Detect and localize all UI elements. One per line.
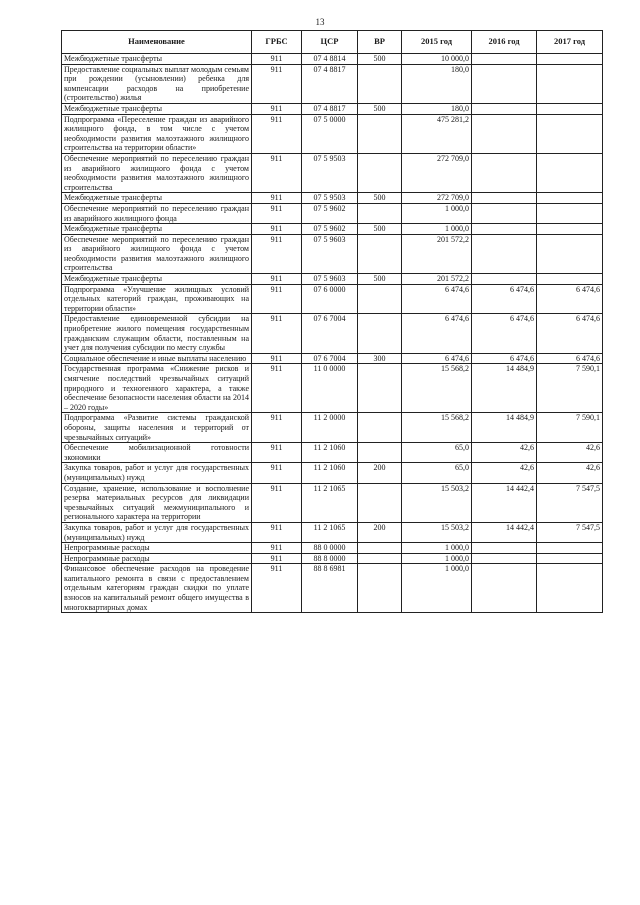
cell-y2017: 6 474,6 — [537, 284, 603, 314]
cell-vr — [358, 483, 402, 522]
table-row — [62, 274, 603, 285]
cell-y2016 — [472, 553, 537, 564]
cell-csr: 07 4 8817 — [302, 103, 358, 114]
cell-grbs: 911 — [252, 153, 302, 192]
cell-name: Подпрограмма «Улучшение жилищных условий отдельных категорий граждан, проживающих на территории области» — [62, 284, 252, 314]
cell-csr: 11 2 0000 — [302, 413, 358, 443]
cell-vr — [358, 364, 402, 413]
cell-y2015: 1 000,0 — [402, 564, 472, 613]
cell-y2017: 7 590,1 — [537, 364, 603, 413]
cell-name: Государственная программа «Снижение рисков и смягчение последствий чрезвычайных ситуаций природного и техногенного характера, а также обеспечение безопасности населения области на 2014 – 2020 годы» — [62, 364, 252, 413]
cell-vr: 500 — [358, 224, 402, 235]
cell-y2015: 65,0 — [402, 443, 472, 463]
cell-vr — [358, 153, 402, 192]
cell-vr: 500 — [358, 103, 402, 114]
cell-y2015: 1 000,0 — [402, 543, 472, 554]
cell-y2016: 42,6 — [472, 443, 537, 463]
cell-vr: 200 — [358, 463, 402, 483]
cell-name: Обеспечение мероприятий по переселению граждан из аварийного жилищного фонда с учетом необходимости развития малоэтажного жилищного строительства — [62, 153, 252, 192]
cell-y2016: 14 484,9 — [472, 364, 537, 413]
cell-y2017 — [537, 224, 603, 235]
cell-y2016 — [472, 274, 537, 285]
table-row — [62, 193, 603, 204]
cell-name: Социальное обеспечение и иные выплаты населению — [62, 353, 252, 364]
cell-vr — [358, 413, 402, 443]
cell-name: Обеспечение мероприятий по переселению граждан из аварийного жилищного фонда — [62, 203, 252, 223]
cell-name: Подпрограмма «Развитие системы гражданской обороны, защиты населения и территорий от чрезвычайных ситуаций» — [62, 413, 252, 443]
cell-y2017: 42,6 — [537, 463, 603, 483]
header-row — [62, 31, 603, 54]
header-2016: 2016 год — [472, 31, 537, 54]
cell-csr: 88 8 0000 — [302, 553, 358, 564]
cell-y2016: 14 442,4 — [472, 522, 537, 542]
header-2015: 2015 год — [402, 31, 472, 54]
cell-csr: 07 5 9603 — [302, 274, 358, 285]
cell-y2017 — [537, 274, 603, 285]
cell-y2015: 65,0 — [402, 463, 472, 483]
cell-grbs: 911 — [252, 564, 302, 613]
cell-grbs: 911 — [252, 314, 302, 353]
budget-table — [61, 30, 603, 613]
cell-grbs: 911 — [252, 443, 302, 463]
header-name: Наименование — [62, 31, 252, 54]
cell-csr: 07 5 9602 — [302, 224, 358, 235]
cell-y2015: 272 709,0 — [402, 193, 472, 204]
cell-csr: 07 5 9503 — [302, 193, 358, 204]
cell-y2017 — [537, 64, 603, 103]
cell-name: Межбюджетные трансферты — [62, 193, 252, 204]
cell-y2016 — [472, 543, 537, 554]
table-row — [62, 463, 603, 483]
cell-y2016 — [472, 64, 537, 103]
cell-y2016 — [472, 203, 537, 223]
cell-y2017 — [537, 543, 603, 554]
cell-grbs: 911 — [252, 54, 302, 65]
cell-grbs: 911 — [252, 284, 302, 314]
table-row — [62, 224, 603, 235]
table-row — [62, 443, 603, 463]
cell-csr: 07 5 9503 — [302, 153, 358, 192]
cell-y2016 — [472, 224, 537, 235]
cell-name: Обеспечение мероприятий по переселению граждан из аварийного жилищного фонда с учетом необходимости развития малоэтажного жилищного строительства — [62, 234, 252, 273]
cell-y2017 — [537, 54, 603, 65]
cell-y2015: 201 572,2 — [402, 274, 472, 285]
header-vr: ВР — [358, 31, 402, 54]
cell-y2017 — [537, 203, 603, 223]
table-row — [62, 564, 603, 613]
cell-vr — [358, 443, 402, 463]
cell-name: Непрограммные расходы — [62, 543, 252, 554]
cell-csr: 11 2 1060 — [302, 443, 358, 463]
cell-grbs: 911 — [252, 553, 302, 564]
cell-y2015: 1 000,0 — [402, 224, 472, 235]
cell-y2017 — [537, 193, 603, 204]
cell-grbs: 911 — [252, 114, 302, 153]
cell-y2016: 42,6 — [472, 463, 537, 483]
table-row — [62, 114, 603, 153]
cell-grbs: 911 — [252, 483, 302, 522]
cell-csr: 07 5 9603 — [302, 234, 358, 273]
cell-vr — [358, 553, 402, 564]
cell-y2017: 6 474,6 — [537, 314, 603, 353]
cell-y2016 — [472, 234, 537, 273]
cell-y2015: 1 000,0 — [402, 553, 472, 564]
cell-grbs: 911 — [252, 364, 302, 413]
cell-name: Межбюджетные трансферты — [62, 103, 252, 114]
cell-grbs: 911 — [252, 463, 302, 483]
table-row — [62, 284, 603, 314]
cell-csr: 11 0 0000 — [302, 364, 358, 413]
cell-csr: 07 6 7004 — [302, 353, 358, 364]
cell-y2016: 6 474,6 — [472, 353, 537, 364]
header-2017: 2017 год — [537, 31, 603, 54]
cell-y2016: 14 442,4 — [472, 483, 537, 522]
cell-vr — [358, 234, 402, 273]
cell-csr: 11 2 1065 — [302, 522, 358, 542]
cell-y2015: 15 568,2 — [402, 413, 472, 443]
cell-csr: 07 5 9602 — [302, 203, 358, 223]
cell-name: Финансовое обеспечение расходов на проведение капитального ремонта в связи с предоставлением отдельным категориям граждан скидки по уплате взносов на капитальный ремонт общего имущества в многоквартирных домах — [62, 564, 252, 613]
table-row — [62, 353, 603, 364]
cell-csr: 07 4 8814 — [302, 54, 358, 65]
cell-csr: 88 0 0000 — [302, 543, 358, 554]
cell-grbs: 911 — [252, 543, 302, 554]
cell-y2017: 7 547,5 — [537, 522, 603, 542]
cell-vr — [358, 114, 402, 153]
cell-y2015: 6 474,6 — [402, 314, 472, 353]
cell-y2015: 10 000,0 — [402, 54, 472, 65]
cell-vr: 500 — [358, 274, 402, 285]
cell-y2016: 14 484,9 — [472, 413, 537, 443]
cell-name: Создание, хранение, использование и восполнение резерва материальных ресурсов для ликвидации чрезвычайных ситуаций межмуниципального и регионального характера на территории — [62, 483, 252, 522]
table-row — [62, 54, 603, 65]
cell-y2016 — [472, 103, 537, 114]
cell-grbs: 911 — [252, 522, 302, 542]
cell-name: Подпрограмма «Переселение граждан из аварийного жилищного фонда, в том числе с учетом необходимости развития малоэтажного жилищного строительства на территории области» — [62, 114, 252, 153]
cell-vr — [358, 284, 402, 314]
table-row — [62, 543, 603, 554]
table-row — [62, 483, 603, 522]
page-number: 13 — [315, 17, 325, 27]
cell-name: Межбюджетные трансферты — [62, 54, 252, 65]
table-row — [62, 364, 603, 413]
cell-csr: 07 6 7004 — [302, 314, 358, 353]
cell-csr: 07 6 0000 — [302, 284, 358, 314]
cell-name: Предоставление единовременной субсидии на приобретение жилого помещения государственным гражданским служащим области, поставленным на учет для получения субсидии по месту службы — [62, 314, 252, 353]
cell-y2016 — [472, 114, 537, 153]
cell-y2016 — [472, 153, 537, 192]
cell-csr: 07 4 8817 — [302, 64, 358, 103]
cell-grbs: 911 — [252, 234, 302, 273]
cell-y2017 — [537, 564, 603, 613]
table-row — [62, 314, 603, 353]
table-row — [62, 103, 603, 114]
cell-y2017 — [537, 153, 603, 192]
table-row — [62, 153, 603, 192]
cell-name: Межбюджетные трансферты — [62, 224, 252, 235]
cell-y2015: 15 503,2 — [402, 483, 472, 522]
cell-y2015: 15 503,2 — [402, 522, 472, 542]
cell-y2015: 6 474,6 — [402, 284, 472, 314]
cell-y2017: 7 547,5 — [537, 483, 603, 522]
cell-y2017: 42,6 — [537, 443, 603, 463]
cell-y2016 — [472, 564, 537, 613]
cell-y2015: 6 474,6 — [402, 353, 472, 364]
cell-csr: 11 2 1060 — [302, 463, 358, 483]
cell-csr: 88 8 6981 — [302, 564, 358, 613]
cell-y2017: 7 590,1 — [537, 413, 603, 443]
cell-y2015: 180,0 — [402, 64, 472, 103]
cell-y2015: 15 568,2 — [402, 364, 472, 413]
cell-y2015: 475 281,2 — [402, 114, 472, 153]
cell-grbs: 911 — [252, 193, 302, 204]
cell-y2016: 6 474,6 — [472, 314, 537, 353]
cell-y2017 — [537, 103, 603, 114]
cell-y2015: 272 709,0 — [402, 153, 472, 192]
cell-name: Закупка товаров, работ и услуг для государственных (муниципальных) нужд — [62, 463, 252, 483]
cell-vr — [358, 564, 402, 613]
cell-grbs: 911 — [252, 224, 302, 235]
cell-y2017 — [537, 234, 603, 273]
cell-vr: 500 — [358, 193, 402, 204]
table-row — [62, 203, 603, 223]
cell-y2017: 6 474,6 — [537, 353, 603, 364]
cell-vr — [358, 314, 402, 353]
cell-name: Межбюджетные трансферты — [62, 274, 252, 285]
cell-vr: 500 — [358, 54, 402, 65]
cell-csr: 07 5 0000 — [302, 114, 358, 153]
cell-csr: 11 2 1065 — [302, 483, 358, 522]
cell-vr: 300 — [358, 353, 402, 364]
cell-vr — [358, 64, 402, 103]
cell-grbs: 911 — [252, 64, 302, 103]
cell-vr — [358, 203, 402, 223]
cell-grbs: 911 — [252, 203, 302, 223]
cell-grbs: 911 — [252, 103, 302, 114]
cell-y2016 — [472, 193, 537, 204]
cell-vr: 200 — [358, 522, 402, 542]
cell-y2015: 1 000,0 — [402, 203, 472, 223]
cell-name: Предоставление социальных выплат молодым семьям при рождении (усыновлении) ребенка для компенсации расходов на приобретение (строительство) жилья — [62, 64, 252, 103]
cell-y2017 — [537, 114, 603, 153]
cell-y2015: 180,0 — [402, 103, 472, 114]
cell-grbs: 911 — [252, 353, 302, 364]
cell-y2017 — [537, 553, 603, 564]
table-row — [62, 413, 603, 443]
header-csr: ЦСР — [302, 31, 358, 54]
cell-grbs: 911 — [252, 274, 302, 285]
cell-y2015: 201 572,2 — [402, 234, 472, 273]
cell-grbs: 911 — [252, 413, 302, 443]
header-grbs: ГРБС — [252, 31, 302, 54]
table-row — [62, 234, 603, 273]
cell-name: Закупка товаров, работ и услуг для государственных (муниципальных) нужд — [62, 522, 252, 542]
cell-name: Обеспечение мобилизационной готовности экономики — [62, 443, 252, 463]
cell-y2016 — [472, 54, 537, 65]
cell-vr — [358, 543, 402, 554]
cell-y2016: 6 474,6 — [472, 284, 537, 314]
cell-name: Непрограммные расходы — [62, 553, 252, 564]
table-row — [62, 553, 603, 564]
table-row — [62, 64, 603, 103]
table-body — [62, 54, 603, 613]
table-row — [62, 522, 603, 542]
